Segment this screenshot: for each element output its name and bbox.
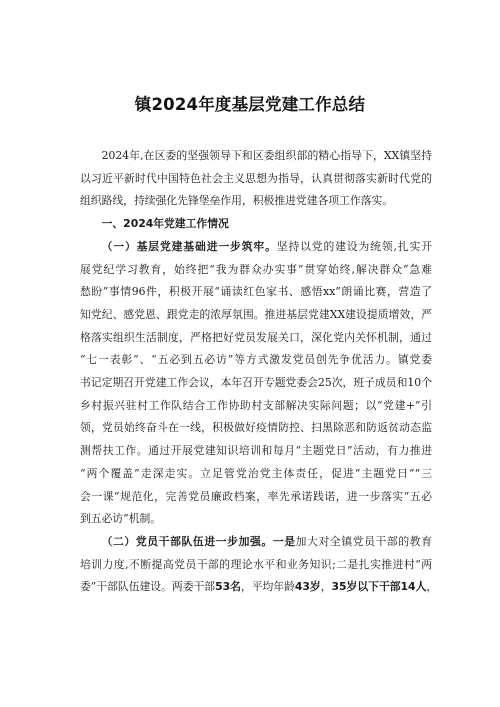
line-part: ， xyxy=(320,580,332,594)
section-heading: 一、2024年党建工作情况 xyxy=(101,217,229,231)
paragraph-line: 展党纪学习教育，始终把“我为群众办实事”贯穿始终,解决群众“急难 xyxy=(80,262,432,276)
subsection-2-first-line xyxy=(80,531,432,554)
subsection-1-first-line xyxy=(80,236,432,259)
emphasis-text: 43岁 xyxy=(294,580,321,594)
subsection-1-label: （一）基层党建基础进一步筑牢。 xyxy=(101,239,277,253)
paragraph-line: “七一表彰”、“五必到五必访”等方式激发党员创先争优活力。镇党委 xyxy=(80,353,432,367)
intro-line: 2024年,在区委的坚强领导下和区委组织部的精心指导下，XX镇坚持 xyxy=(101,149,432,162)
subsection-2-paragraph xyxy=(80,531,438,599)
paragraph-line: 愁盼”事情96件，积极开展“诵读红色家书、感悟xx”朗诵比赛，营造了 xyxy=(80,285,432,299)
subsection-1-text: 坚持以党的建设为统领,扎实开 xyxy=(276,239,433,253)
emphasis-text: 35岁以下干部14人 xyxy=(331,580,427,594)
intro-line: 组织路线，持续强化先锋堡垒作用，积极推进党建各项工作落实。 xyxy=(80,194,394,208)
paragraph-line: 书记定期召开党建工作会议，本年召开专题党委会25次，班子成员和10个 xyxy=(80,376,432,390)
paragraph-line: 测帮扶工作。通过开展党建知识培训和每月“主题党日”活动，有力推进 xyxy=(80,444,432,458)
document-body xyxy=(80,145,438,599)
paragraph-line: 乡村振兴驻村工作队结合工作协助村支部解决实际问题；以“党建+”引 xyxy=(80,398,432,412)
paragraph-line: 培训力度,不断提高党员干部的理论水平和业务知识;二是扎实推进村“两 xyxy=(80,557,432,571)
subsection-2-label: （二）党员干部队伍进一步加强。 xyxy=(101,534,273,548)
subsection-1-paragraph xyxy=(80,236,432,531)
paragraph-line: 格落实组织生活制度，严格把好党员发展关口，深化党内关怀机制，通过 xyxy=(80,330,432,344)
emphasis-text: 53名 xyxy=(215,580,241,594)
document-title: 镇2024年度基层党建工作总结 xyxy=(134,95,366,114)
intro-line: 以习近平新时代中国特色社会主义思想为指导，认真贯彻落实新时代党的 xyxy=(80,171,432,185)
paragraph-line: 知党纪、感党恩、跟党走的浓厚氛围。推进基层党建XX建设提质增效，严 xyxy=(80,307,432,321)
paragraph-line: “两个覆盖”走深走实。立足管党治党主体责任，促进“主题党日”“三 xyxy=(80,466,432,480)
line-part: ， xyxy=(426,580,438,594)
paragraph-line: 会一课”规范化，完善党员廉政档案，率先承诺践诺，进一步落实“五必 xyxy=(80,489,432,503)
paragraph-line: 领，党员始终奋斗在一线，积极做好疫情防控、扫黑除恶和防返贫动态监 xyxy=(80,421,432,435)
paragraph-line: 到五必访”机制。 xyxy=(80,512,162,526)
subsection-2-text: 加大对全镇党员干部的教育 xyxy=(295,534,433,548)
line-part: ，平均年龄 xyxy=(240,580,295,594)
emphasis-text: 一是 xyxy=(272,534,296,548)
paragraph-line xyxy=(80,576,438,599)
intro-paragraph xyxy=(80,145,432,213)
line-part: 委”干部队伍建设。两委干部 xyxy=(80,580,216,594)
